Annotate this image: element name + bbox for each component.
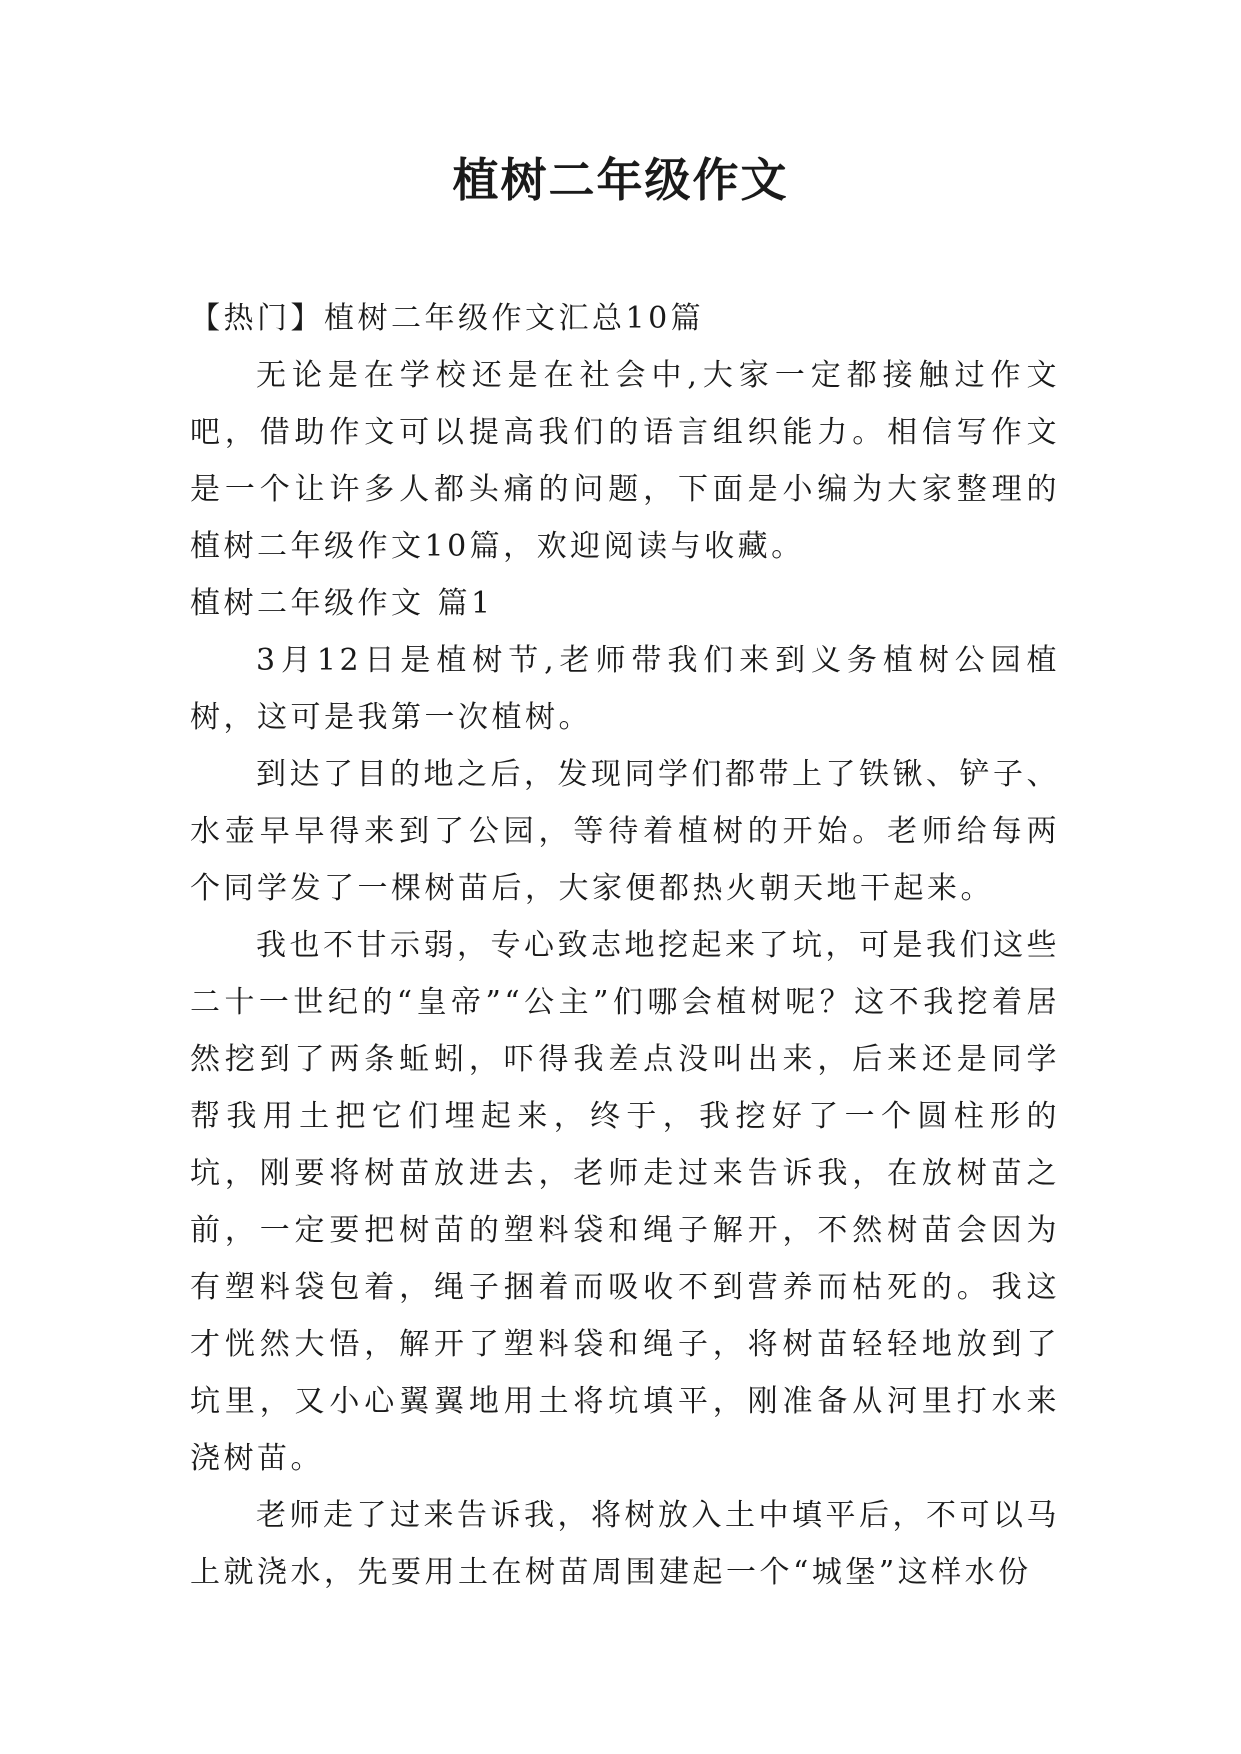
paragraph: 我也不甘示弱，专心致志地挖起来了坑，可是我们这些二十一世纪的“皇帝”“公主”们哪会植树呢？这不我挖着居然挖到了两条蚯蚓，吓得我差点没叫出来，后来还是同学帮我用土把它们埋起来，终于，我挖好了一个圆柱形的坑，刚要将树苗放进去，老师走过来告诉我，在放树苗之前，一定要把树苗的塑料袋和绳子解开，不然树苗会因为有塑料袋包着，绳子捆着而吸收不到营养而枯死的。我这才恍然大悟，解开了塑料袋和绳子，将树苗轻轻地放到了坑里，又小心翼翼地用土将坑填平，刚准备从河里打水来浇树苗。 <box>190 928 1060 1476</box>
paragraph: 无论是在学校还是在社会中,大家一定都接触过作文吧，借助作文可以提高我们的语言组织能力。相信写作文是一个让许多人都头痛的问题，下面是小编为大家整理的植树二年级作文10篇，欢迎阅读与收藏。 <box>190 358 1060 564</box>
document-body <box>190 290 1060 1601</box>
paragraph: 到达了目的地之后，发现同学们都带上了铁锹、铲子、水壶早早得来到了公园，等待着植树的开始。老师给每两个同学发了一棵树苗后，大家便都热火朝天地干起来。 <box>190 757 1060 906</box>
document-title: 植树二年级作文 <box>452 153 789 207</box>
paragraph: 【热门】植树二年级作文汇总10篇 <box>190 301 705 336</box>
paragraph: 老师走了过来告诉我，将树放入土中填平后，不可以马上就浇水，先要用土在树苗周围建起一个“城堡”这样水份 <box>190 1498 1060 1590</box>
paragraph: 植树二年级作文 篇1 <box>190 586 494 621</box>
paragraph: 3月12日是植树节,老师带我们来到义务植树公园植树，这可是我第一次植树。 <box>190 643 1060 735</box>
